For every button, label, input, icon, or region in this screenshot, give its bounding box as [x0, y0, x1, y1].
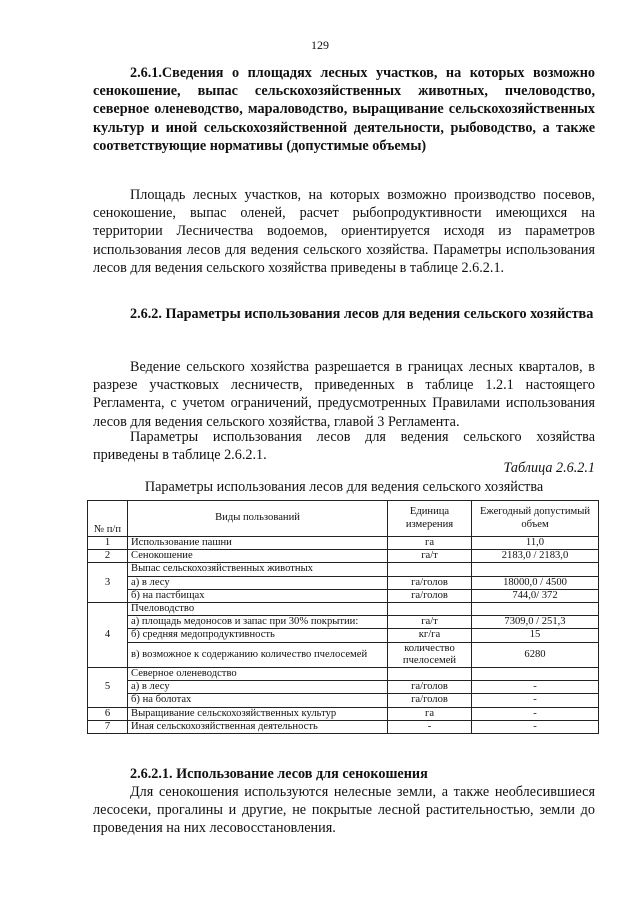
page-number: 129 [311, 38, 329, 52]
table-row: 3 Выпас сельскохозяйственных животных [88, 563, 599, 576]
table-row: 7 Иная сельскохозяйственная деятельность - - [88, 720, 599, 733]
table-row: 1 Использование пашни га 11,0 [88, 537, 599, 550]
table-row: в) возможное к содержанию количество пчелосемей количество пчелосемей 6280 [88, 642, 599, 667]
header-unit: Единица измерения [388, 501, 472, 537]
header-num: № п/п [88, 501, 128, 537]
table-label: Таблица 2.6.2.1 [503, 460, 595, 476]
section-2621-heading: 2.6.2.1. Использование лесов для сенокошения [130, 766, 428, 782]
table-header-row [88, 501, 599, 537]
section-262-paragraph-2: Параметры использования лесов для ведения сельского хозяйства приведены в таблице 2.6.2.1. [93, 429, 595, 464]
table-row: б) средняя медопродуктивность кг/га 15 [88, 629, 599, 642]
header-type: Виды пользований [128, 501, 388, 537]
table-row: 5 Северное оленеводство [88, 668, 599, 681]
header-volume: Ежегодный допустимый объем [472, 501, 599, 537]
table-row: а) в лесу га/голов 18000,0 / 4500 [88, 576, 599, 589]
section-261-paragraph: Площадь лесных участков, на которых возможно производство посевов, сенокошение, выпас оленей, расчет рыбопродуктивности имеющихся на территории Лесничества водоемов, ориентируется исходя из параметров использования лесов для ведения сельского хозяйства. Параметры использования лесов для ведения сельского хозяйства приведены в таблице 2.6.2.1. [93, 187, 595, 276]
section-262-heading: 2.6.2. Параметры использования лесов для ведения сельского хозяйства [130, 306, 594, 322]
table-row: 6 Выращивание сельскохозяйственных культур га - [88, 707, 599, 720]
table-row: 2 Сенокошение га/т 2183,0 / 2183,0 [88, 550, 599, 563]
parameters-table [87, 500, 599, 734]
table-row: 4 Пчеловодство [88, 603, 599, 616]
section-261-heading: 2.6.1.Сведения о площадях лесных участков, на которых возможно сенокошение, выпас сельскохозяйственных животных, пчеловодство, северное оленеводство, мараловодство, выращивание сельскохозяйственных культур и иной сельскохозяйственной деятельности, рыбоводство, а также соответствующие нормативы (допустимые объемы) [93, 65, 595, 154]
table-row: б) на болотах га/голов - [88, 694, 599, 707]
table-row: а) в лесу га/голов - [88, 681, 599, 694]
table-row: б) на пастбищах га/голов 744,0/ 372 [88, 589, 599, 602]
section-262-paragraph-1: Ведение сельского хозяйства разрешается в границах лесных кварталов, в разрезе участковых лесничеств, приведенных в таблице 1.2.1 настоящего Регламента, с учетом ограничений, предусмотренных Правилами использования лесов для ведения сельского хозяйства, главой 3 Регламента. [93, 359, 595, 430]
table-title: Параметры использования лесов для ведения сельского хозяйства [144, 479, 544, 495]
table-row: а) площадь медоносов и запас при 30% покрытии: га/т 7309,0 / 251,3 [88, 616, 599, 629]
section-2621-paragraph: Для сенокошения используются нелесные земли, а также необлесившиеся лесосеки, прогалины и другие, не покрытые лесной растительностью, земли до проведения на них лесовосстановления. [93, 784, 595, 837]
